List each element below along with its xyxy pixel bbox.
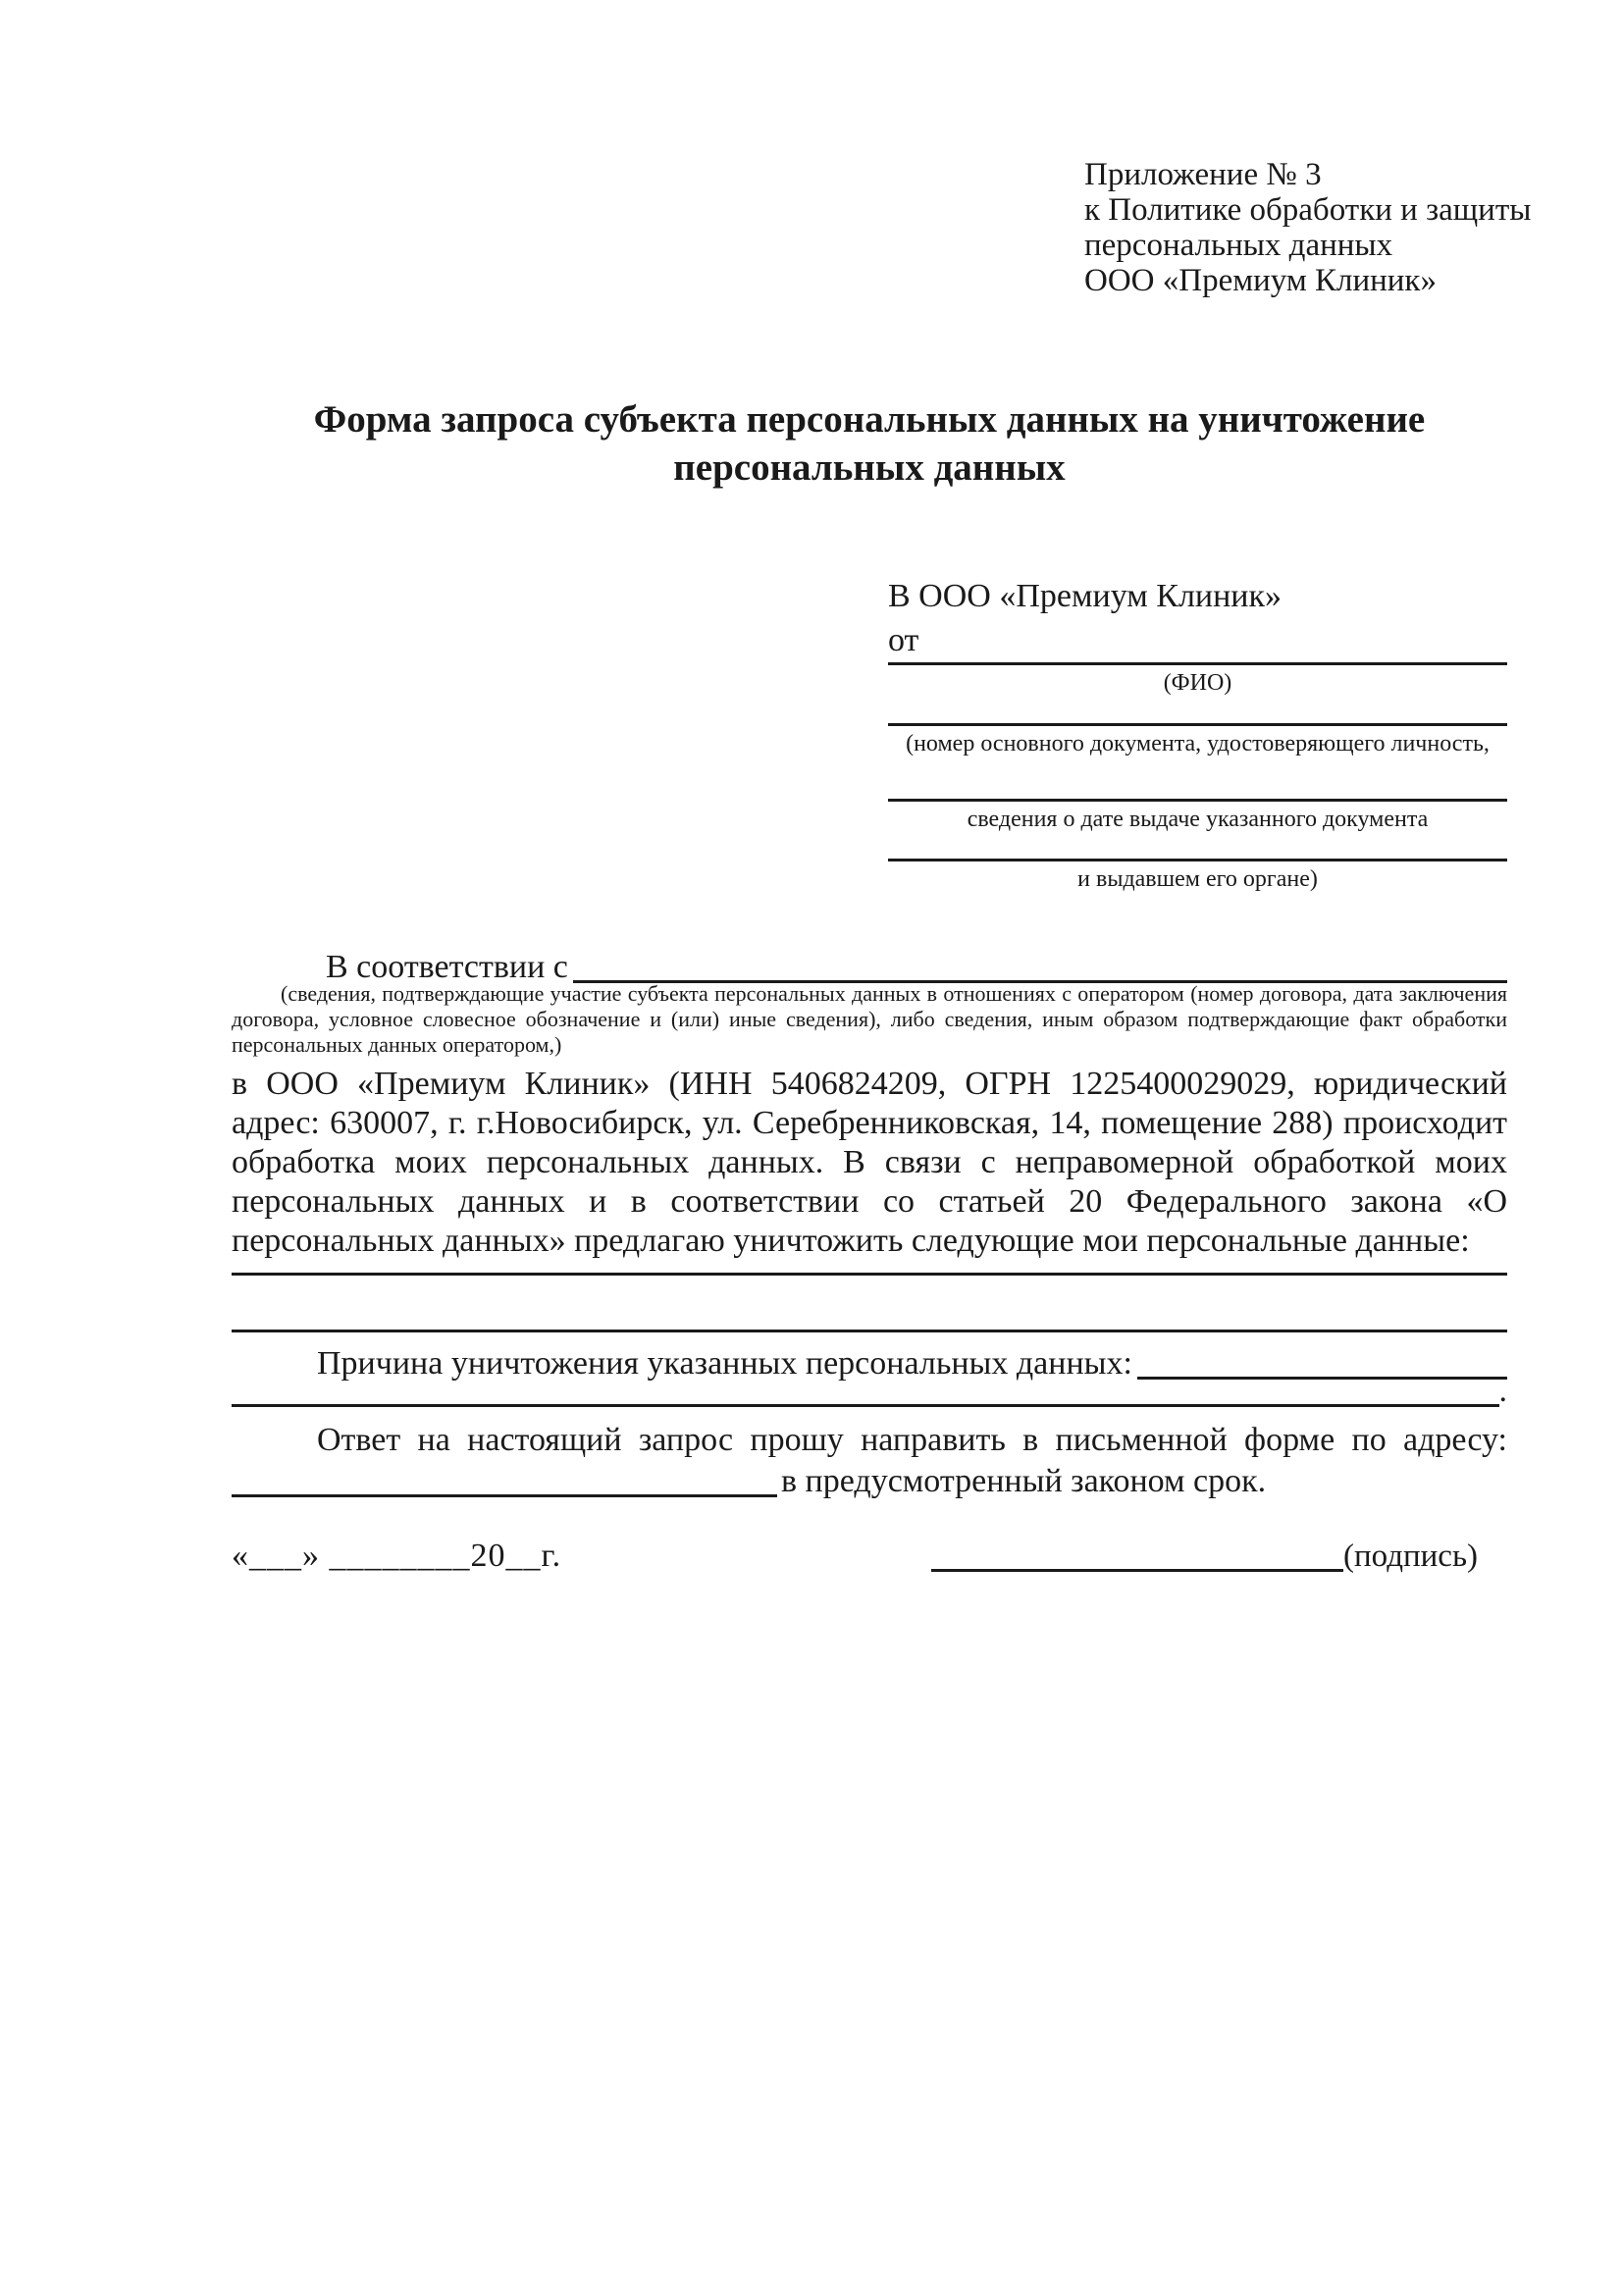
address-blank-line <box>232 1494 777 1497</box>
document-number-caption: (номер основного документа, удостоверяющего личность, <box>906 731 1490 757</box>
issue-date-caption: сведения о дате выдаче указанного документа <box>967 807 1429 832</box>
issuing-authority-blank-line <box>888 859 1507 861</box>
document-number-blank-line <box>888 723 1507 726</box>
reason-continuation-row <box>232 1372 1507 1411</box>
signature-group <box>931 1537 1478 1576</box>
personal-data-blank-line-2 <box>232 1330 1507 1332</box>
appendix-header-line: ООО «Премиум Клиник» <box>1084 263 1437 298</box>
accordance-note: (сведения, подтверждающие участие субъекта персональных данных в отношениях с оператором (номер договора, дата заключения договора, условное словесное обозначение и (или) иные сведения), либо сведения, иным образом подтверждающие факт обработки персональных данных оператором,) <box>232 981 1507 1057</box>
date-signature-row <box>232 1533 1507 1576</box>
fio-caption: (ФИО) <box>1163 670 1232 696</box>
appendix-header-line: персональных данных <box>1084 228 1393 263</box>
accordance-label: В соответствии с <box>326 949 568 985</box>
issue-date-blank-line <box>888 799 1507 802</box>
appendix-header-line: к Политике обработки и защиты <box>1084 192 1532 228</box>
response-address-row <box>232 1460 1507 1501</box>
reason-continuation-blank-line <box>232 1404 1499 1407</box>
date-blank: «___» ________20__г. <box>232 1538 562 1574</box>
addressee-to: В ООО «Премиум Клиник» <box>888 578 1283 614</box>
page-title: Форма запроса субъекта персональных данных на уничтожение персональных данных <box>313 398 1426 489</box>
response-tail: в предусмотренный законом срок. <box>781 1463 1267 1499</box>
fio-blank-line <box>888 662 1507 665</box>
response-request: Ответ на настоящий запрос прошу направить в письменной форме по адресу: <box>317 1422 1507 1458</box>
reason-label: Причина уничтожения указанных персональных данных: <box>317 1345 1132 1382</box>
appendix-header <box>1084 157 1545 298</box>
appendix-header-line: Приложение № 3 <box>1084 157 1322 192</box>
signature-blank-line <box>931 1569 1343 1572</box>
personal-data-blank-line-1 <box>232 1273 1507 1276</box>
issuing-authority-caption: и выдавшем его органе) <box>1077 866 1318 892</box>
sentence-period: . <box>1498 1373 1507 1409</box>
main-paragraph: в ООО «Премиум Клиник» (ИНН 5406824209, ОГРН 1225400029029, юридический адрес: 630007, г. г.Новосибирск, ул. Серебренниковская, 14, помещение 288) происходит обработка моих персональных данных. В связи с неправомерной обработкой моих персональных данных и в соответствии со статьей 20 Федерального закона «О персональных данных» предлагаю уничтожить следующие мои персональные данные: <box>232 1066 1507 1259</box>
addressee-from-label: от <box>888 622 919 658</box>
signature-caption: (подпись) <box>1343 1539 1478 1574</box>
